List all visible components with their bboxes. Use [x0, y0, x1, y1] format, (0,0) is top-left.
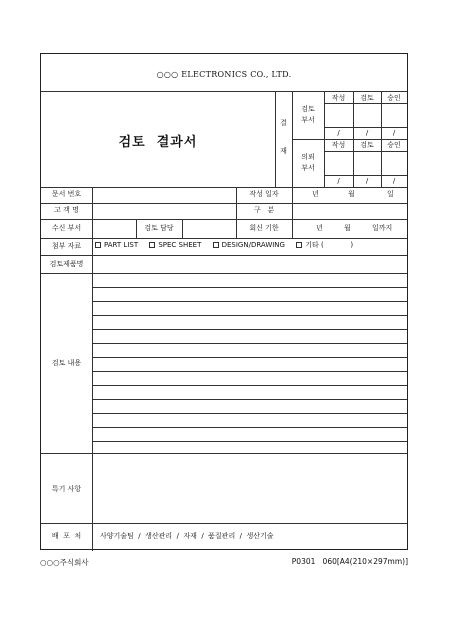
- month-label: 월: [348, 190, 355, 198]
- receiver-dept-label: 수신 부서: [51, 224, 82, 232]
- customer-field[interactable]: [93, 204, 235, 218]
- col-review: 검토: [360, 141, 374, 149]
- category-label: 구 분: [253, 206, 275, 214]
- special-notes-field[interactable]: [93, 454, 406, 522]
- approval-label-char-2: 재: [280, 147, 287, 155]
- col-approve: 승인: [387, 141, 401, 149]
- sign-date-mark: /: [337, 129, 340, 137]
- checkbox[interactable]: [296, 242, 302, 248]
- content-ruled-line: [92, 427, 407, 428]
- content-ruled-line: [92, 343, 407, 344]
- col-author: 작성: [331, 141, 346, 149]
- option-spec-sheet[interactable]: SPEC SHEET: [149, 242, 201, 249]
- review-result-form: [40, 53, 408, 550]
- col-author: 작성: [331, 94, 346, 102]
- sign-date-mark: /: [337, 177, 340, 185]
- distribution-list: 사양기술팀 / 생산관리 / 자재 / 품질관리 / 생산기술: [100, 532, 274, 540]
- col-review: 검토: [360, 94, 374, 102]
- month-label: 월: [344, 224, 351, 232]
- content-ruled-line: [92, 399, 407, 400]
- checkbox[interactable]: [149, 242, 155, 248]
- until-day-label: 일까지: [372, 224, 393, 232]
- year-label: 년: [316, 224, 323, 232]
- customer-label: 고 객 명: [54, 206, 79, 214]
- sign-date-mark: /: [392, 129, 396, 137]
- receiver-dept-field[interactable]: [93, 220, 135, 237]
- year-label: 년: [312, 190, 319, 198]
- product-name-label: 검토제품명: [49, 260, 84, 268]
- special-notes-label: 특기 사항: [51, 485, 82, 493]
- content-ruled-line: [92, 413, 407, 414]
- content-ruled-line: [92, 287, 407, 288]
- company-name: ○○○ ELECTRONICS CO., LTD.: [156, 70, 292, 79]
- reviewer-label: 검토 담당: [144, 224, 174, 232]
- doc-no-field[interactable]: [93, 188, 235, 202]
- day-label: 일: [387, 190, 394, 198]
- review-content-label: 검토 내용: [51, 359, 82, 367]
- review-dept-label-2: 부서: [301, 116, 315, 124]
- option-design-drawing[interactable]: DESIGN/DRAWING: [213, 242, 285, 249]
- content-ruled-line: [92, 315, 407, 316]
- footer-company: ○○○주식회사: [40, 558, 89, 567]
- content-ruled-line: [92, 329, 407, 330]
- request-dept-label-2: 부서: [301, 164, 315, 172]
- reply-deadline-label: 회신 기한: [249, 224, 279, 232]
- date-written-label: 작성 일자: [249, 190, 279, 198]
- sign-date-mark: /: [365, 177, 369, 185]
- reviewer-field[interactable]: [183, 220, 235, 237]
- sign-date-mark: /: [365, 129, 369, 137]
- attachment-label: 첨부 자료: [51, 242, 82, 250]
- sign-date-mark: /: [392, 177, 396, 185]
- review-dept-label-1: 검토: [301, 105, 315, 113]
- product-name-field[interactable]: [93, 256, 406, 272]
- option-other[interactable]: 기타 ( ): [296, 242, 353, 249]
- attachment-options: [95, 242, 362, 249]
- category-field[interactable]: [293, 204, 406, 218]
- content-ruled-line: [92, 371, 407, 372]
- content-ruled-line: [92, 357, 407, 358]
- review-content-area[interactable]: [92, 273, 407, 453]
- option-part-list[interactable]: PART LIST: [95, 242, 138, 249]
- content-ruled-line: [92, 385, 407, 386]
- document-title: 검토 결과서: [118, 135, 198, 150]
- content-ruled-line: [92, 441, 407, 442]
- doc-no-label: 문서 번호: [51, 190, 82, 198]
- content-ruled-line: [92, 301, 407, 302]
- footer-form-code: P0301 060[A4(210×297mm)]: [291, 557, 408, 566]
- col-approve: 승인: [387, 94, 401, 102]
- distribution-label: 배 포 처: [51, 532, 82, 540]
- checkbox[interactable]: [95, 242, 101, 248]
- approval-label-char-1: 결: [280, 119, 287, 127]
- request-dept-label-1: 의뢰: [301, 153, 315, 161]
- checkbox[interactable]: [213, 242, 219, 248]
